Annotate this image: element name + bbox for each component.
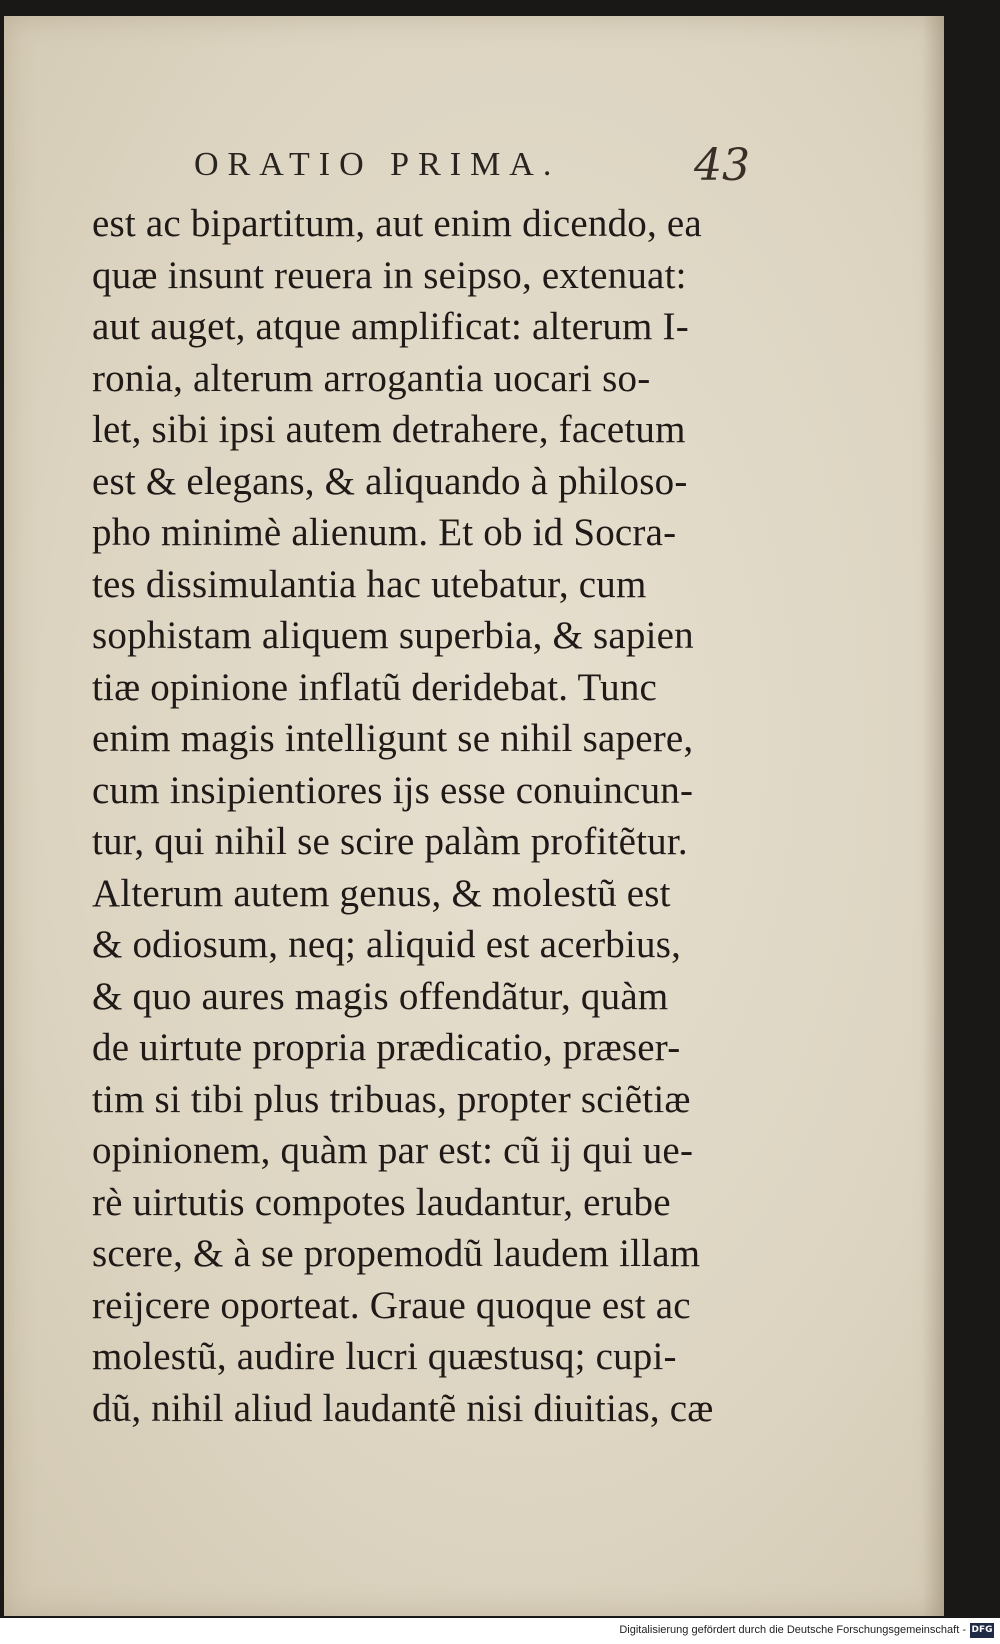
leaf-edge-shadow: [922, 16, 944, 1616]
digitization-footer: [0, 1618, 1000, 1644]
text-line: quæ insunt reuera in seipso, extenuat:: [92, 253, 687, 297]
text-line: tur, qui nihil se scire palàm profitẽtur.: [92, 820, 688, 863]
text-line: scere, & à se propemodũ laudem illam: [92, 1232, 701, 1275]
text-line: opinionem, quàm par est: cũ ij qui ue-: [92, 1129, 694, 1172]
text-line: tim si tibi plus tribuas, propter sciẽtiæ: [92, 1077, 691, 1121]
text-line: & quo aures magis offendãtur, quàm: [92, 974, 669, 1018]
text-line: reijcere oporteat. Graue quoque est ac: [92, 1283, 691, 1327]
page-number: 43: [694, 140, 750, 191]
dfg-logo: DFG: [970, 1623, 994, 1638]
text-line: sophistam aliquem superbia, & sapien: [92, 614, 694, 657]
text-line: de uirtute propria prædicatio, præser-: [92, 1026, 681, 1069]
text-line: let, sibi ipsi autem detrahere, facetum: [92, 408, 686, 451]
text-line: Alterum autem genus, & molestũ est: [92, 871, 671, 915]
text-line: est ac bipartitum, aut enim dicendo, ea: [92, 202, 702, 245]
text-line: ronia, alterum arrogantia uocari so-: [92, 356, 651, 400]
running-head: ORATIO PRIMA.: [194, 146, 561, 183]
text-line: rè uirtutis compotes laudantur, erube: [92, 1180, 671, 1224]
text-line: dũ, nihil aliud laudantẽ nisi diuitias, cæ: [92, 1386, 714, 1430]
text-line: pho minimè alienum. Et ob id Socra-: [92, 511, 677, 554]
text-line: & odiosum, neq; aliquid est acerbius,: [92, 923, 682, 966]
footer-credit: Digitalisierung gefördert durch die Deutsche Forschungsgemeinschaft -: [619, 1624, 966, 1636]
text-block: [92, 198, 792, 1434]
text-line: est & elegans, & aliquando à philoso-: [92, 459, 688, 503]
text-line: tes dissimulantia hac utebatur, cum: [92, 562, 647, 606]
text-line: tiæ opinione inflatũ deridebat. Tunc: [92, 665, 658, 709]
text-line: aut auget, atque amplificat: alterum I-: [92, 305, 689, 348]
text-line: cum insipientiores ijs esse conuincun-: [92, 768, 694, 812]
text-line: molestũ, audire lucri quæstusq; cupi-: [92, 1335, 677, 1378]
text-line: enim magis intelligunt se nihil sapere,: [92, 717, 694, 760]
book-leaf: [4, 16, 944, 1616]
